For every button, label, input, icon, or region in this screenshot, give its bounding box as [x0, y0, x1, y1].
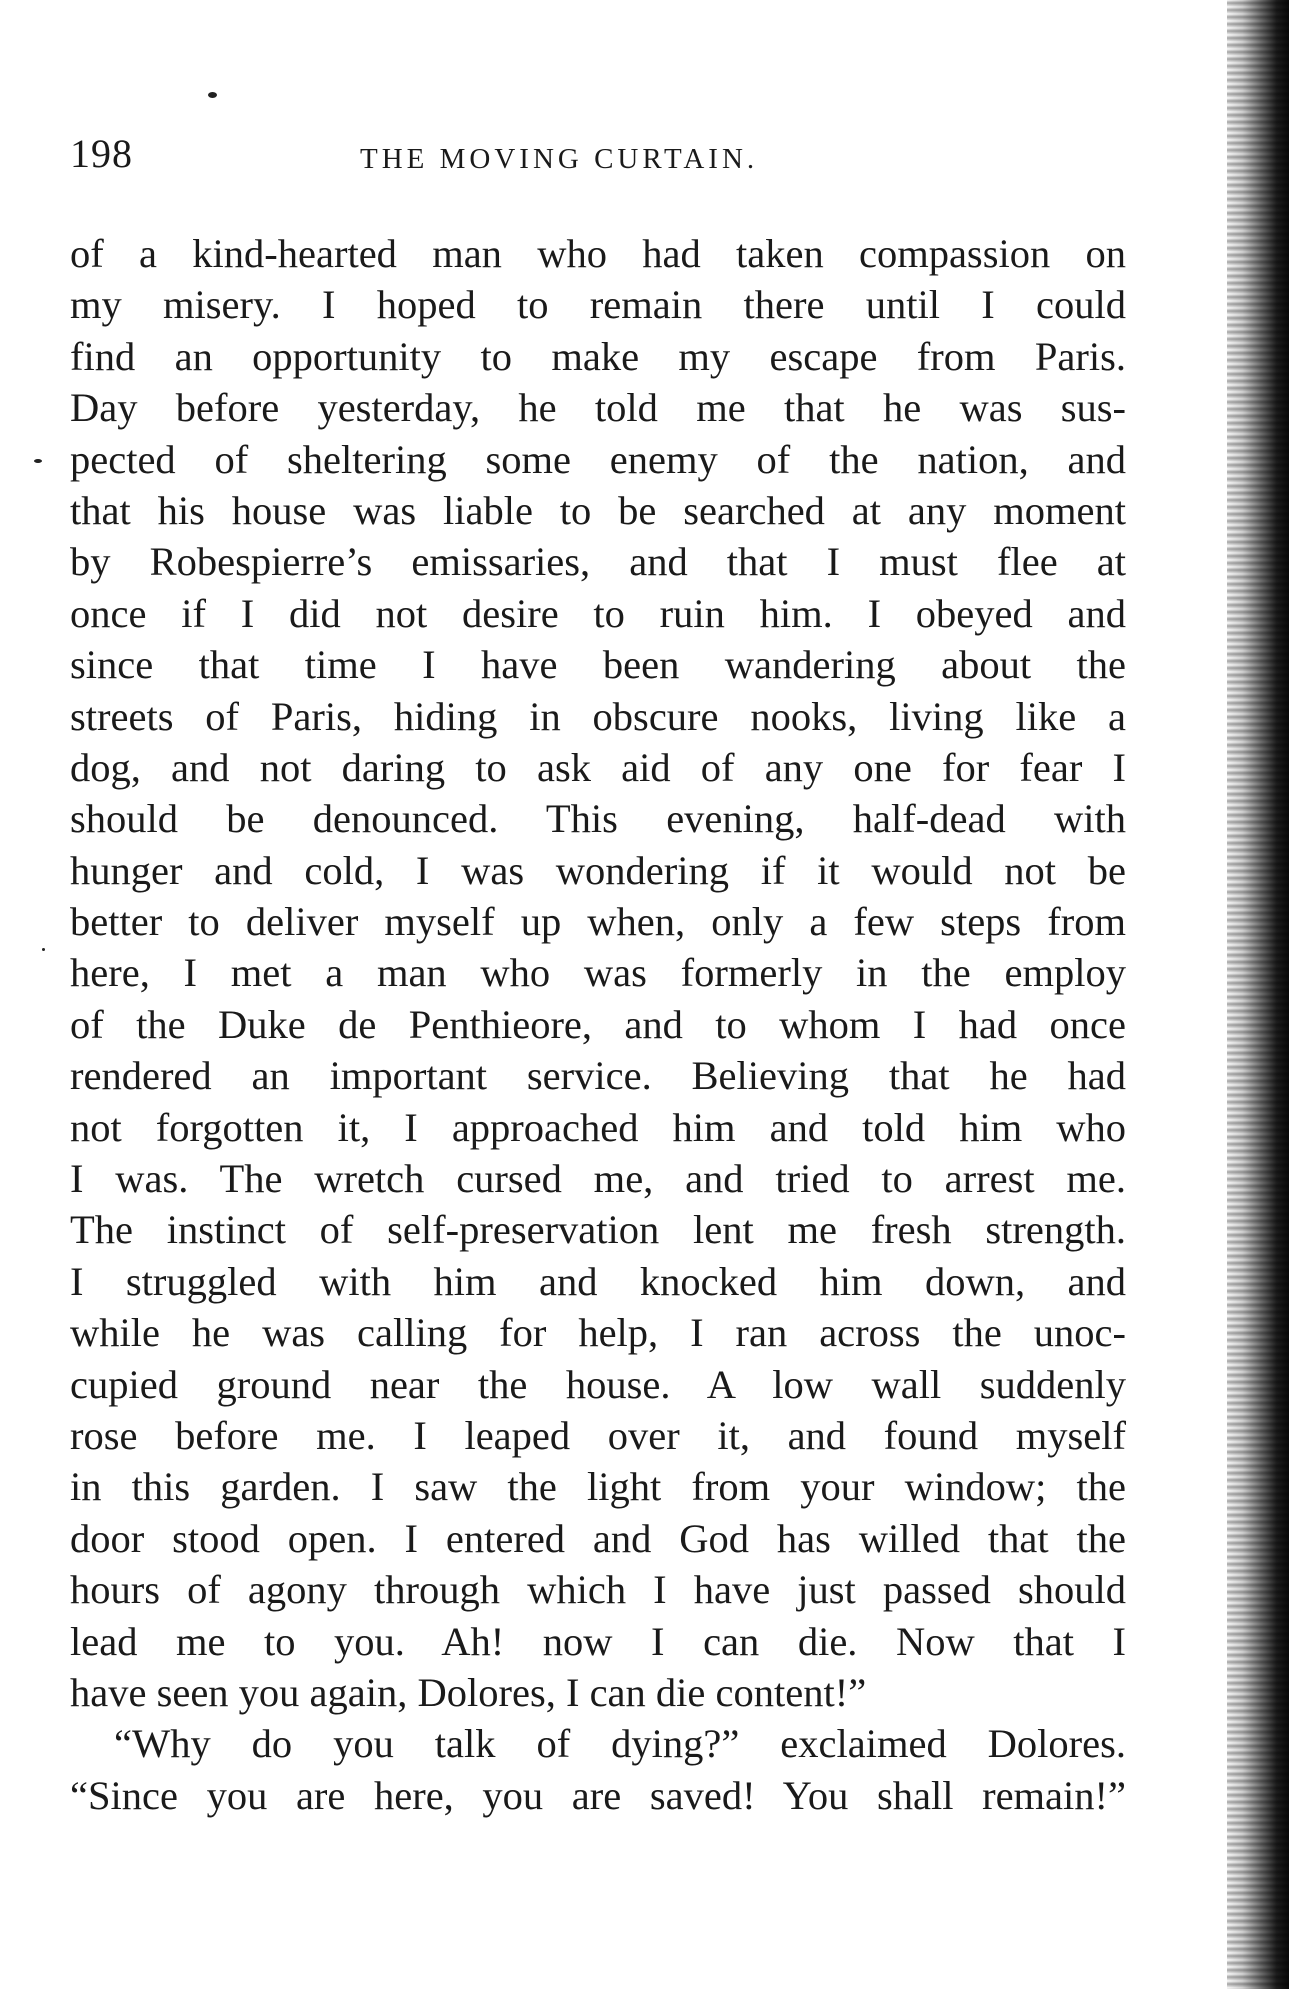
- text-line: The instinct of self-preservation lent me fresh strength.: [70, 1207, 1126, 1253]
- text-line: pected of sheltering some enemy of the nation, and: [70, 436, 1126, 482]
- text-line: of a kind-hearted man who had taken compassion on: [70, 231, 1126, 276]
- text-line: here, I met a man who was formerly in the employ: [70, 950, 1126, 996]
- text-line: have seen you again, Dolores, I can die content!”: [70, 1669, 867, 1715]
- body-text: [70, 228, 1126, 1821]
- text-line: streets of Paris, hiding in obscure nooks, living like a: [70, 693, 1126, 739]
- text-line: cupied ground near the house. A low wall suddenly: [70, 1361, 1126, 1407]
- text-line: since that time I have been wandering about the: [70, 642, 1126, 688]
- page-number: 198: [70, 131, 133, 176]
- text-line: once if I did not desire to ruin him. I obeyed and: [70, 590, 1126, 636]
- text-line: not forgotten it, I approached him and told him who: [70, 1104, 1126, 1150]
- text-line: I was. The wretch cursed me, and tried to arrest me.: [70, 1156, 1126, 1202]
- text-line: rose before me. I leaped over it, and found myself: [70, 1412, 1126, 1458]
- text-line: while he was calling for help, I ran across the unoc-: [70, 1310, 1126, 1356]
- text-line: of the Duke de Penthieore, and to whom I had once: [70, 1001, 1126, 1047]
- text-line: that his house was liable to be searched at any moment: [70, 487, 1126, 533]
- text-line: rendered an important service. Believing that he had: [70, 1053, 1126, 1099]
- scanned-page-edge: [1227, 0, 1289, 1989]
- text-line: door stood open. I entered and God has willed that the: [70, 1515, 1126, 1561]
- text-line: Day before yesterday, he told me that he was sus-: [70, 385, 1126, 431]
- text-line: my misery. I hoped to remain there until I could: [70, 282, 1126, 328]
- page-header: [70, 130, 1130, 190]
- scan-speck: [208, 92, 217, 98]
- scan-speck: [42, 948, 45, 951]
- text-line: hours of agony through which I have just passed should: [70, 1567, 1126, 1613]
- text-line: I struggled with him and knocked him down, and: [70, 1258, 1126, 1304]
- text-line: in this garden. I saw the light from your window; the: [70, 1464, 1126, 1510]
- text-line: hunger and cold, I was wondering if it would not be: [70, 847, 1126, 893]
- text-line: should be denounced. This evening, half-dead with: [70, 796, 1126, 842]
- text-line: dog, and not daring to ask aid of any one for fear I: [70, 744, 1126, 790]
- text-line: find an opportunity to make my escape from Paris.: [70, 333, 1126, 379]
- text-line: by Robespierre’s emissaries, and that I must flee at: [70, 539, 1126, 585]
- text-line: lead me to you. Ah! now I can die. Now that I: [70, 1618, 1126, 1664]
- text-line: “Since you are here, you are saved! You shall remain!”: [70, 1772, 1126, 1818]
- scan-speck: [34, 459, 42, 463]
- text-line: better to deliver myself up when, only a few steps from: [70, 899, 1126, 945]
- text-line: “Why do you talk of dying?” exclaimed Dolores.: [114, 1721, 1126, 1767]
- running-title: THE MOVING CURTAIN.: [360, 143, 759, 175]
